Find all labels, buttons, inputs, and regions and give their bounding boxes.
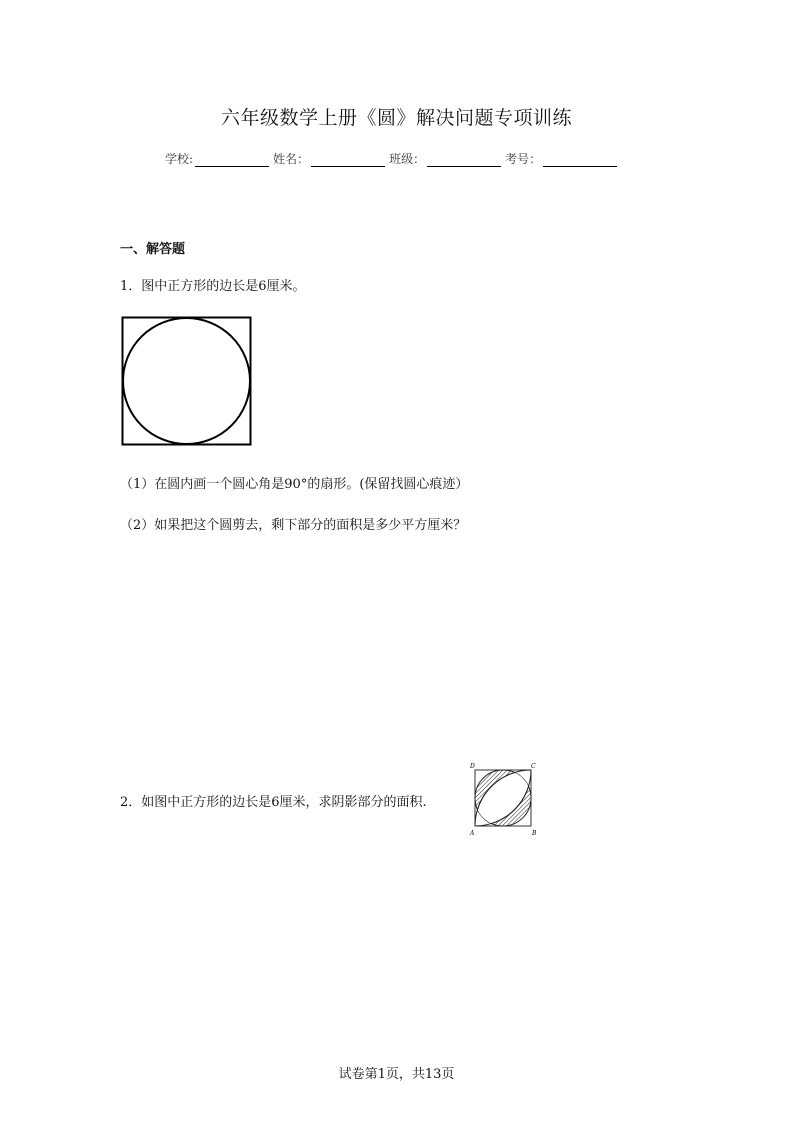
label-b: B: [532, 830, 537, 837]
name-blank: [311, 153, 385, 167]
class-blank: [427, 153, 501, 167]
class-label: 班级：: [389, 152, 426, 166]
question-1-part-2: （2）如果把这个圆剪去，剩下部分的面积是多少平方厘米？: [120, 518, 467, 533]
name-label: 姓名：: [273, 152, 310, 166]
square-circle-figure: [121, 316, 253, 446]
number-blank: [543, 153, 617, 167]
label-c: C: [531, 763, 536, 770]
shaded-square-figure: [466, 760, 546, 838]
label-d: D: [470, 763, 475, 770]
page-title: 六年级数学上册《圆》解决问题专项训练: [220, 107, 572, 129]
page-footer: 试卷第1页，共13页: [338, 1067, 455, 1082]
question-2-text: 2．如图中正方形的边长是6厘米，求阴影部分的面积.: [120, 795, 427, 810]
student-info-line: [165, 150, 621, 167]
inscribed-circle: [123, 318, 250, 444]
school-label: 学校:: [165, 152, 194, 166]
label-a: A: [470, 830, 475, 837]
number-label: 考号：: [505, 152, 542, 166]
section-heading: 一、解答题: [120, 242, 186, 257]
question-1-part-1: （1）在圆内画一个圆心角是90°的扇形。(保留找圆心痕迹）: [120, 477, 469, 492]
question-1-text: 1．图中正方形的边长是6厘米。: [120, 279, 306, 294]
school-blank: [195, 153, 269, 167]
